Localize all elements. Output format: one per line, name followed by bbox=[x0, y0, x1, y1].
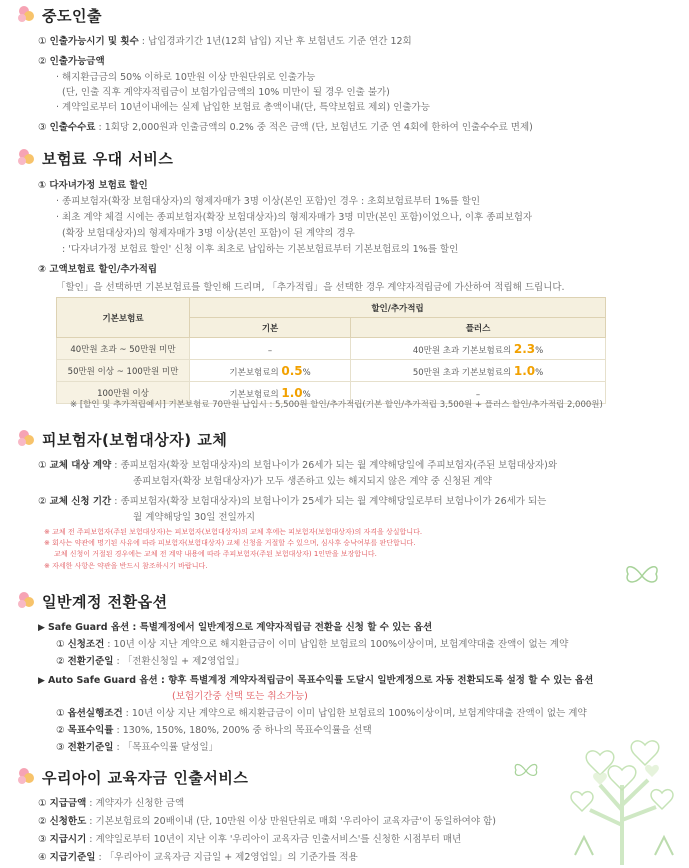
multi-child-discount: ① 다자녀가정 보험료 할인 bbox=[38, 180, 148, 191]
withdrawal-fee: ③ 인출수수료 : 1회당 2,000원과 인출금액의 0.2% 중 적은 금액 (단, 보험년도 기준 연 4회에 한하여 인출수수료 면제) bbox=[38, 122, 533, 133]
discount-table bbox=[56, 297, 606, 404]
flower-icon bbox=[16, 4, 38, 26]
flower-icon bbox=[16, 766, 38, 788]
flower-icon bbox=[16, 428, 38, 450]
withdrawal-timing: ① 인출가능시기 및 횟수 : 납입경과기간 1년(12회 납입) 지난 후 보험년도 기준 연간 12회 bbox=[38, 36, 412, 47]
auto-safe-guard-sub: (보험기간중 선택 또는 취소가능) bbox=[172, 691, 308, 702]
section-title-account-switch: 일반계정 전환옵션 bbox=[16, 590, 168, 612]
withdrawal-amount: ② 인출가능금액 bbox=[38, 56, 105, 67]
butterfly-icon bbox=[622, 560, 662, 592]
change-period-2: 월 계약해당일 30일 전일까지 bbox=[133, 512, 256, 523]
auto-target: ② 목표수익률 : 130%, 150%, 180%, 200% 중 하나의 목표수익률을 선택 bbox=[56, 725, 372, 736]
multi-child-b: · 최초 계약 체결 시에는 종피보험자(확장 보험대상자)의 형제자매가 3명 미만(본인 포함)이었으나, 이후 종피보험자 bbox=[56, 212, 533, 223]
edu-amount: ① 지급금액 : 계약자가 신청한 금액 bbox=[38, 798, 185, 809]
flower-icon bbox=[16, 147, 38, 169]
butterfly-icon bbox=[512, 760, 540, 782]
change-target: ① 교체 대상 계약 : 종피보험자(확장 보험대상자)의 보험나이가 26세가 되는 월 계약해당일에 주피보험자(주된 보험대상자)와 bbox=[38, 460, 557, 471]
col-basic: 기본 bbox=[190, 318, 351, 338]
edu-limit: ② 신청한도 : 기본보험료의 20배이내 (단, 10만원 이상 만원단위로 매회 '우리아이 교육자금'이 동일하여야 함) bbox=[38, 816, 496, 827]
col-plus: 플러스 bbox=[351, 318, 606, 338]
edu-base-date: ④ 지급기준일 : 「우리아이 교육자금 지급일 + 제2영업일」의 기준가를 적용 bbox=[38, 852, 358, 863]
high-premium-discount: ② 고액보험료 할인/추가적립 bbox=[38, 264, 158, 275]
change-note-1: ※ 교체 전 주피보험자(주된 보험대상자)는 피보험자(보험대상자)의 교체 후에는 피보험자(보험대상자)의 자격을 상실합니다. bbox=[44, 528, 423, 536]
withdrawal-amount-b: (단, 인출 직후 계약자적립금이 보험가입금액의 10% 미만이 될 경우 인출 불가) bbox=[62, 87, 390, 98]
multi-child-a: · 종피보험자(확장 보험대상자)의 형제자매가 3명 이상(본인 포함)인 경우 : 초회보험료부터 1%를 할인 bbox=[56, 196, 481, 207]
flower-icon bbox=[16, 590, 38, 612]
section-title-insured-change: 피보험자(보험대상자) 교체 bbox=[16, 428, 227, 450]
multi-child-d: : '다자녀가정 보험료 할인' 신청 이후 최초로 납입하는 기본보험료부터 기본보험료의 1%를 할인 bbox=[62, 244, 459, 255]
withdrawal-amount-c: · 계약일로부터 10년이내에는 실제 납입한 보험료 총액이내(단, 특약보험료 제외) 인출가능 bbox=[56, 102, 430, 113]
high-premium-desc: 「할인」을 선택하면 기본보험료를 할인해 드리며, 「추가적립」을 선택한 경우 계약자적립금에 가산하여 적립해 드립니다. bbox=[56, 282, 565, 293]
table-row: 100만원 이상 기본보험료의 1.0% – bbox=[57, 382, 606, 404]
page-title: 중도인출 bbox=[42, 6, 102, 25]
change-note-2: ※ 회사는 약관에 명기된 사유에 따라 피보험자(보험대상자) 교체 신청을 거절할 수 있으며, 심사후 승낙여부를 판단합니다. bbox=[44, 539, 416, 547]
safe-guard-date: ② 전환기준일 : 「전환신청일 + 제2영업일」 bbox=[56, 656, 245, 667]
auto-safe-guard-option: ▶ Auto Safe Guard 옵션 : 향후 특별계정 계약자적립금이 목표수익률 도달시 일반계정으로 자동 전환되도록 설정 할 수 있는 옵션 bbox=[38, 675, 594, 686]
edu-timing: ③ 지급시기 : 계약일로부터 10년이 지난 이후 '우리아이 교육자금 인출서비스'를 신청한 시점부터 매년 bbox=[38, 834, 462, 845]
change-target-2: 종피보험자(확장 보험대상자)가 모두 생존하고 있는 해지되지 않은 계약 중 신청된 계약 bbox=[133, 476, 492, 487]
table-row: 40만원 초과 ~ 50만원 미만 – 40만원 초과 기본보험료의 2.3% bbox=[57, 338, 606, 360]
section-title-education-fund: 우리아이 교육자금 인출서비스 bbox=[16, 766, 248, 788]
auto-date: ③ 전환기준일 : 「목표수익률 달성일」 bbox=[56, 742, 219, 753]
heart-tree-icon bbox=[560, 715, 685, 865]
change-period: ② 교체 신청 기간 : 종피보험자(확장 보험대상자)의 보험나이가 25세가 되는 월 계약해당일로부터 보험나이가 26세가 되는 bbox=[38, 496, 547, 507]
safe-guard-cond: ① 신청조건 : 10년 이상 지난 계약으로 해지환급금이 이미 납입한 보험료의 100%이상이며, 보험계약대출 잔액이 없는 계약 bbox=[56, 639, 569, 650]
table-footnote: ※ [할인 및 추가적립예시] 기본보험료 70만원 납입시 : 5,500원 할인/추가적립(기본 할인/추가적립 3,500원 + 플러스 할인/추가적립 2,000원) bbox=[70, 400, 603, 410]
change-note-3: 교체 신청이 거절된 경우에는 교체 전 계약 내용에 따라 주피보험자(주된 보험대상자) 1인만을 보장합니다. bbox=[54, 550, 377, 558]
col-group: 할인/추가적립 bbox=[190, 298, 606, 318]
col-premium: 기본보험료 bbox=[57, 298, 190, 338]
multi-child-c: (확장 보험대상자)의 형제자매가 3명 이상(본인 포함)이 된 계약의 경우 bbox=[62, 228, 355, 239]
auto-cond: ① 옵션실행조건 : 10년 이상 지난 계약으로 해지환급금이 이미 납입한 보험료의 100%이상이며, 보험계약대출 잔액이 없는 계약 bbox=[56, 708, 587, 719]
change-note-4: ※ 자세한 사항은 약관을 반드시 참조하시기 바랍니다. bbox=[44, 562, 208, 570]
safe-guard-option: ▶ Safe Guard 옵션 : 특별계정에서 일반계정으로 계약자적립금 전환을 신청 할 수 있는 옵션 bbox=[38, 622, 433, 633]
table-row: 50만원 이상 ~ 100만원 미만 기본보험료의 0.5% 50만원 초과 기본보험료의 1.0% bbox=[57, 360, 606, 382]
withdrawal-amount-a: · 해지환급금의 50% 이하로 10만원 이상 만원단위로 인출가능 bbox=[56, 72, 316, 83]
section-title-premium-discount: 보험료 우대 서비스 bbox=[16, 147, 173, 169]
section-title-withdrawal bbox=[16, 4, 102, 26]
